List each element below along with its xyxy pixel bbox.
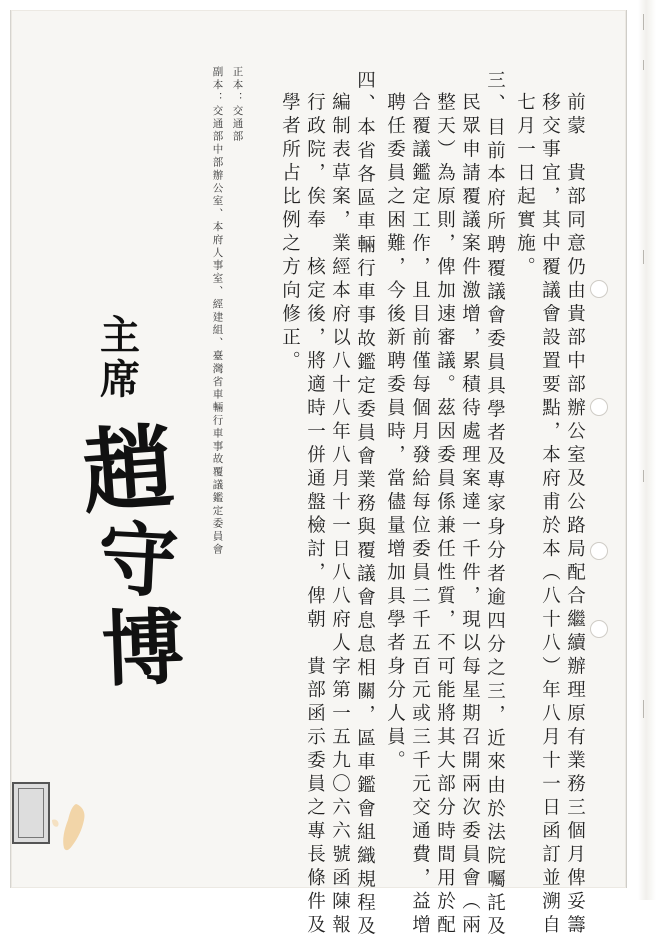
body-line: 編制表草案，業經本府以八十八年八月十一日八八府人字第一五九〇六六號函陳報: [329, 92, 351, 938]
signature-title: 席: [100, 356, 140, 403]
signature-name: 守: [95, 510, 181, 610]
signature-name: 趙: [78, 412, 178, 528]
page-edge: [638, 0, 656, 900]
taiwan-map-watermark-icon: [42, 800, 104, 854]
edge-dash: [643, 60, 644, 70]
body-line: 聘任委員之困難，今後新聘委員時，當儘量增加具學者身分人員。: [384, 92, 406, 774]
body-line: 學者所占比例之方向修正。: [279, 92, 301, 374]
body-line: 移交事宜，其中覆議會設置要點，本府甫於本（八十八）年八月十一日函訂並溯自: [539, 92, 561, 938]
signature-title: 主: [100, 312, 140, 359]
body-line: 民眾申請覆議案件激增，累積待處理案達一千件，現以每星期召開兩次委員會（兩: [459, 92, 481, 938]
body-line: 前蒙 貴部同意仍由貴部中部辦公室及公路局配合繼續辦理原有業務三個月俾妥籌: [564, 92, 586, 938]
edge-dash: [643, 470, 644, 482]
primary-recipient: 正本：交通部: [231, 66, 244, 144]
punch-hole: [590, 398, 608, 416]
edge-dash: [643, 14, 644, 30]
body-line: 七月一日起實施。: [514, 92, 536, 280]
body-line: 整天）為原則，俾加速審議。茲因委員係兼任性質，不可能將其大部分時間用於配: [434, 92, 456, 938]
punch-hole: [590, 620, 608, 638]
body-line: 四、本省各區車輛行車事故鑑定委員會業務與覆議會息息相關，區車鑑會組織規程及: [354, 70, 376, 940]
body-line: 行政院，俟奉 核定後，將適時一併通盤檢討，俾朝 貴部函示委員之專長條件及: [304, 92, 326, 938]
punch-hole: [590, 542, 608, 560]
copy-recipients: 副本：交通部中部辦公室、本府人事室、經建組、臺灣省車輛行車事故覆議鑑定委員會: [211, 66, 224, 557]
edge-dash: [643, 700, 644, 718]
body-line: 三、目前本府所聘覆議會委員具學者及專家身分者逾四分之三，近來由於法院囑託及: [484, 70, 506, 940]
signature-name: 博: [100, 599, 186, 699]
punch-hole: [590, 280, 608, 298]
edge-dash: [643, 250, 644, 264]
body-line: 合覆議鑑定工作，且目前僅每個月發給每位委員二千五百元或三千元交通費，益增: [409, 92, 431, 938]
